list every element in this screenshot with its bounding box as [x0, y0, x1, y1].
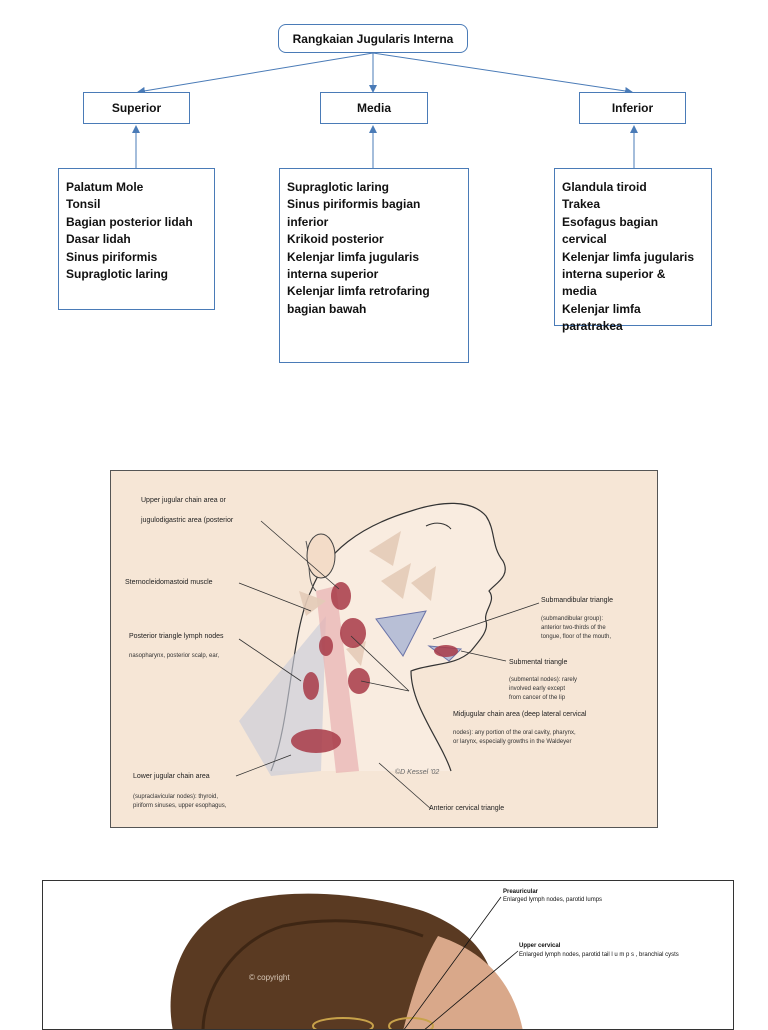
ear-shape	[307, 534, 335, 578]
diagram-root-node: Rangkaian Jugularis Interna	[278, 24, 468, 53]
note-submandibular: (submandibular group): anterior two-thirds of the tongue, floor of the mouth,	[541, 616, 612, 640]
label-posterior-triangle: Posterior triangle lymph nodes	[129, 633, 224, 640]
label-upper-jugular-2: jugulodigastric area (posterior	[141, 517, 234, 524]
branch-inferior-list	[554, 168, 712, 334]
label-submandibular-triangle: Submandibular triangle	[541, 597, 613, 604]
label-anterior-cervical-triangle: Anterior cervical triangle	[429, 805, 505, 812]
artist-signature: ©D Kessel '02	[395, 769, 440, 776]
branch-superior-header: Superior	[83, 92, 190, 124]
note-lower-jugular: (supraclavicular nodes): thyroid, piriform sinuses, upper esophagus,	[133, 794, 227, 809]
branch-media-list	[279, 168, 469, 363]
label-submental-triangle: Submental triangle	[509, 659, 568, 666]
note-preauricular: Enlarged lymph nodes, parotid lumps	[503, 897, 603, 903]
lymph-node	[303, 672, 319, 700]
connector-root-inferior	[373, 53, 632, 92]
lymph-node	[319, 636, 333, 656]
list-item: Sinus piriformis bagian inferior	[287, 197, 421, 229]
lymph-node	[291, 729, 341, 753]
list-item: Sinus piriformis	[66, 249, 158, 264]
label-preauricular: Preauricular	[503, 889, 539, 895]
branch-superior-list	[58, 168, 215, 310]
list-item: Dasar lidah	[66, 232, 131, 247]
label-upper-cervical: Upper cervical	[519, 943, 561, 949]
list-item: Kelenjar limfa jugularis interna superior & media	[562, 249, 695, 299]
label-sternocleidomastoid: Sternocleidomastoid muscle	[125, 579, 213, 586]
list-item: Krikoid posterior	[287, 232, 384, 247]
note-upper-cervical: Enlarged lymph nodes, parotid tail l u m p s , branchial cysts	[519, 952, 679, 958]
list-item: Trakea	[562, 197, 601, 212]
list-item: Supraglotic laring	[66, 267, 169, 282]
list-item: Esofagus bagian cervical	[562, 214, 659, 247]
connector-root-superior	[138, 53, 373, 92]
lymph-node	[340, 618, 366, 648]
lymph-node	[331, 582, 351, 610]
label-upper-jugular-1: Upper jugular chain area or	[141, 497, 226, 504]
list-item: Kelenjar limfa paratrakea	[562, 301, 641, 334]
list-item: Glandula tiroid	[562, 180, 647, 194]
note-midjugular: nodes): any portion of the oral cavity, pharynx, or larynx, especially growths in the Waldeyer	[453, 730, 576, 745]
lymph-node	[434, 645, 458, 657]
label-midjugular-chain: Midjugular chain area (deep lateral cervical	[453, 711, 587, 718]
branch-media-header: Media	[320, 92, 428, 124]
photo-copyright: © copyright	[249, 973, 290, 982]
note-submental: (submental nodes): rarely involved early except from cancer of the lip	[509, 677, 578, 701]
label-lower-jugular-chain: Lower jugular chain area	[133, 773, 210, 780]
list-item: Kelenjar limfa retrofaring bagian bawah	[287, 284, 430, 316]
branch-inferior-header: Inferior	[579, 92, 686, 124]
note-posterior-triangle: nasopharynx, posterior scalp, ear,	[129, 653, 220, 659]
list-item: Bagian posterior lidah	[66, 214, 193, 229]
list-item: Kelenjar limfa jugularis interna superior	[287, 249, 420, 282]
head-lymph-photo	[42, 880, 734, 1030]
lymph-node	[348, 668, 370, 694]
list-item: Tonsil	[66, 197, 101, 212]
neck-lymph-node-illustration	[110, 470, 658, 828]
list-item: Supraglotic laring	[287, 180, 390, 194]
list-item: Palatum Mole	[66, 180, 144, 194]
